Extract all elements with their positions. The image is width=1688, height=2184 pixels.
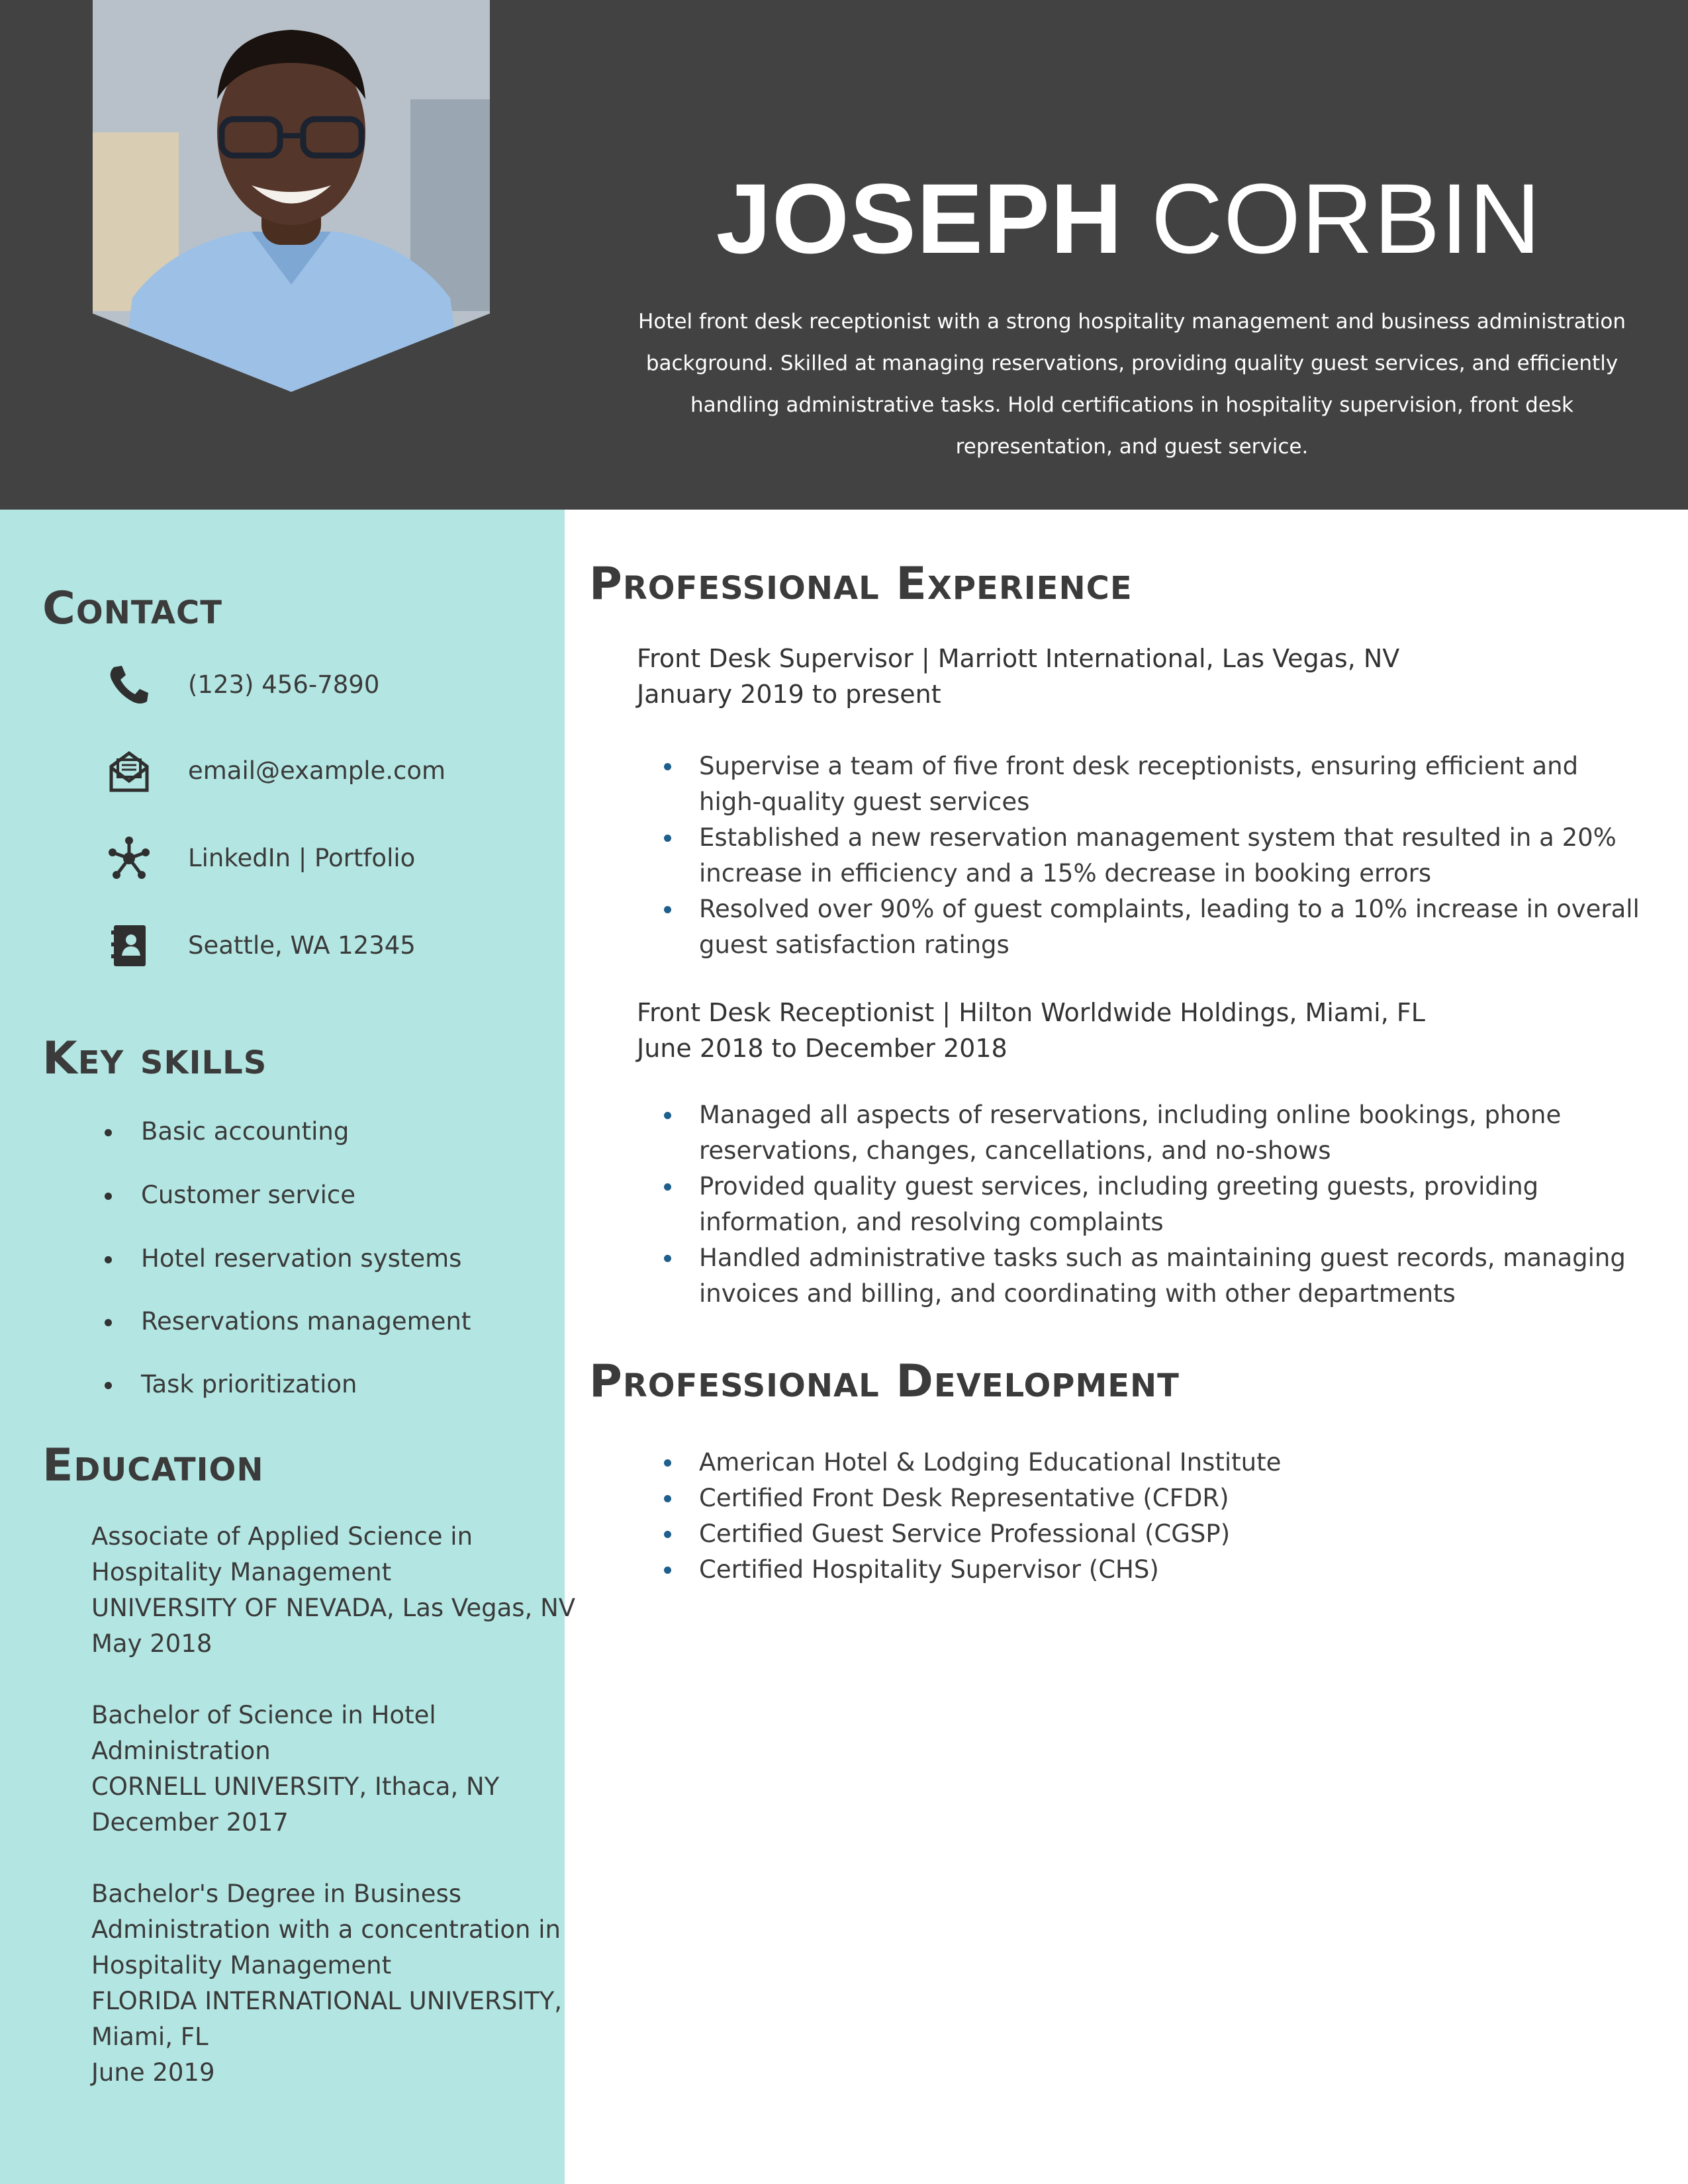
- list-item: Resolved over 90% of guest complaints, leading to a 10% increase in overall guest satisfaction ratings: [662, 891, 1642, 963]
- education-entry: Associate of Applied Science in Hospitality Management UNIVERSITY OF NEVADA, Las Vegas, NV May 2018: [91, 1522, 576, 1658]
- location-text: Seattle, WA 12345: [188, 931, 416, 960]
- first-name: JOSEPH: [716, 163, 1123, 274]
- envelope-icon: [106, 748, 152, 794]
- contact-heading: Contact: [42, 582, 223, 635]
- job-dates: January 2019 to present: [637, 680, 941, 709]
- address-book-icon: [106, 923, 152, 969]
- profile-photo: [93, 0, 490, 392]
- skill-item: Task prioritization: [99, 1368, 357, 1401]
- list-item: American Hotel & Lodging Educational Institute: [662, 1445, 1642, 1480]
- phone-text: (123) 456-7890: [188, 670, 380, 699]
- skill-item: Reservations management: [99, 1305, 471, 1338]
- education-heading: Education: [42, 1439, 264, 1492]
- header-banner: [0, 0, 1688, 510]
- phone-icon: [106, 662, 152, 708]
- list-item: Certified Hospitality Supervisor (CHS): [662, 1552, 1642, 1588]
- development-heading: Professional Development: [589, 1355, 1180, 1408]
- list-item: Supervise a team of five front desk receptionists, ensuring efficient and high-quality guest services: [662, 749, 1642, 820]
- list-item: Certified Front Desk Representative (CFDR): [662, 1480, 1642, 1516]
- list-item: Handled administrative tasks such as maintaining guest records, managing invoices and billing, and coordinating with other departments: [662, 1240, 1642, 1312]
- email-text: email@example.com: [188, 756, 446, 785]
- job-dates: June 2018 to December 2018: [637, 1034, 1008, 1063]
- skill-item: Customer service: [99, 1179, 355, 1212]
- job-title: Front Desk Receptionist | Hilton Worldwide Holdings, Miami, FL: [637, 998, 1425, 1027]
- profile-summary: Hotel front desk receptionist with a strong hospitality management and business administration background. Skilled at managing reservations, providing quality guest services, and efficiently handling administrative tasks. Hold certifications in hospitality supervision, front desk representation, and guest service.: [638, 310, 1626, 459]
- education-entry: Bachelor's Degree in Business Administration with a concentration in Hospitality Management FLORIDA INTERNATIONAL UNIVERSITY, Miami, FL June 2019: [91, 1880, 563, 2087]
- skill-item: Basic accounting: [99, 1115, 349, 1148]
- education-entry: Bachelor of Science in Hotel Administration CORNELL UNIVERSITY, Ithaca, NY December 2017: [91, 1701, 500, 1837]
- list-item: Certified Guest Service Professional (CGSP): [662, 1516, 1642, 1552]
- network-icon: [106, 835, 152, 882]
- list-item: Established a new reservation management system that resulted in a 20% increase in efficiency and a 15% decrease in booking errors: [662, 820, 1642, 891]
- list-item: Provided quality guest services, including greeting guests, providing information, and resolving complaints: [662, 1169, 1642, 1240]
- experience-heading: Professional Experience: [589, 558, 1133, 610]
- job-title: Front Desk Supervisor | Marriott International, Las Vegas, NV: [637, 644, 1400, 673]
- development-list: [662, 1445, 1642, 1588]
- job-bullets: [662, 1097, 1642, 1312]
- links-text[interactable]: LinkedIn | Portfolio: [188, 844, 416, 872]
- skills-heading: Key skills: [42, 1032, 267, 1085]
- candidate-name: [609, 152, 1648, 285]
- skill-item: Hotel reservation systems: [99, 1242, 461, 1275]
- job-bullets: [662, 749, 1642, 963]
- last-name: CORBIN: [1150, 163, 1542, 274]
- list-item: Managed all aspects of reservations, including online bookings, phone reservations, changes, cancellations, and no-shows: [662, 1097, 1642, 1169]
